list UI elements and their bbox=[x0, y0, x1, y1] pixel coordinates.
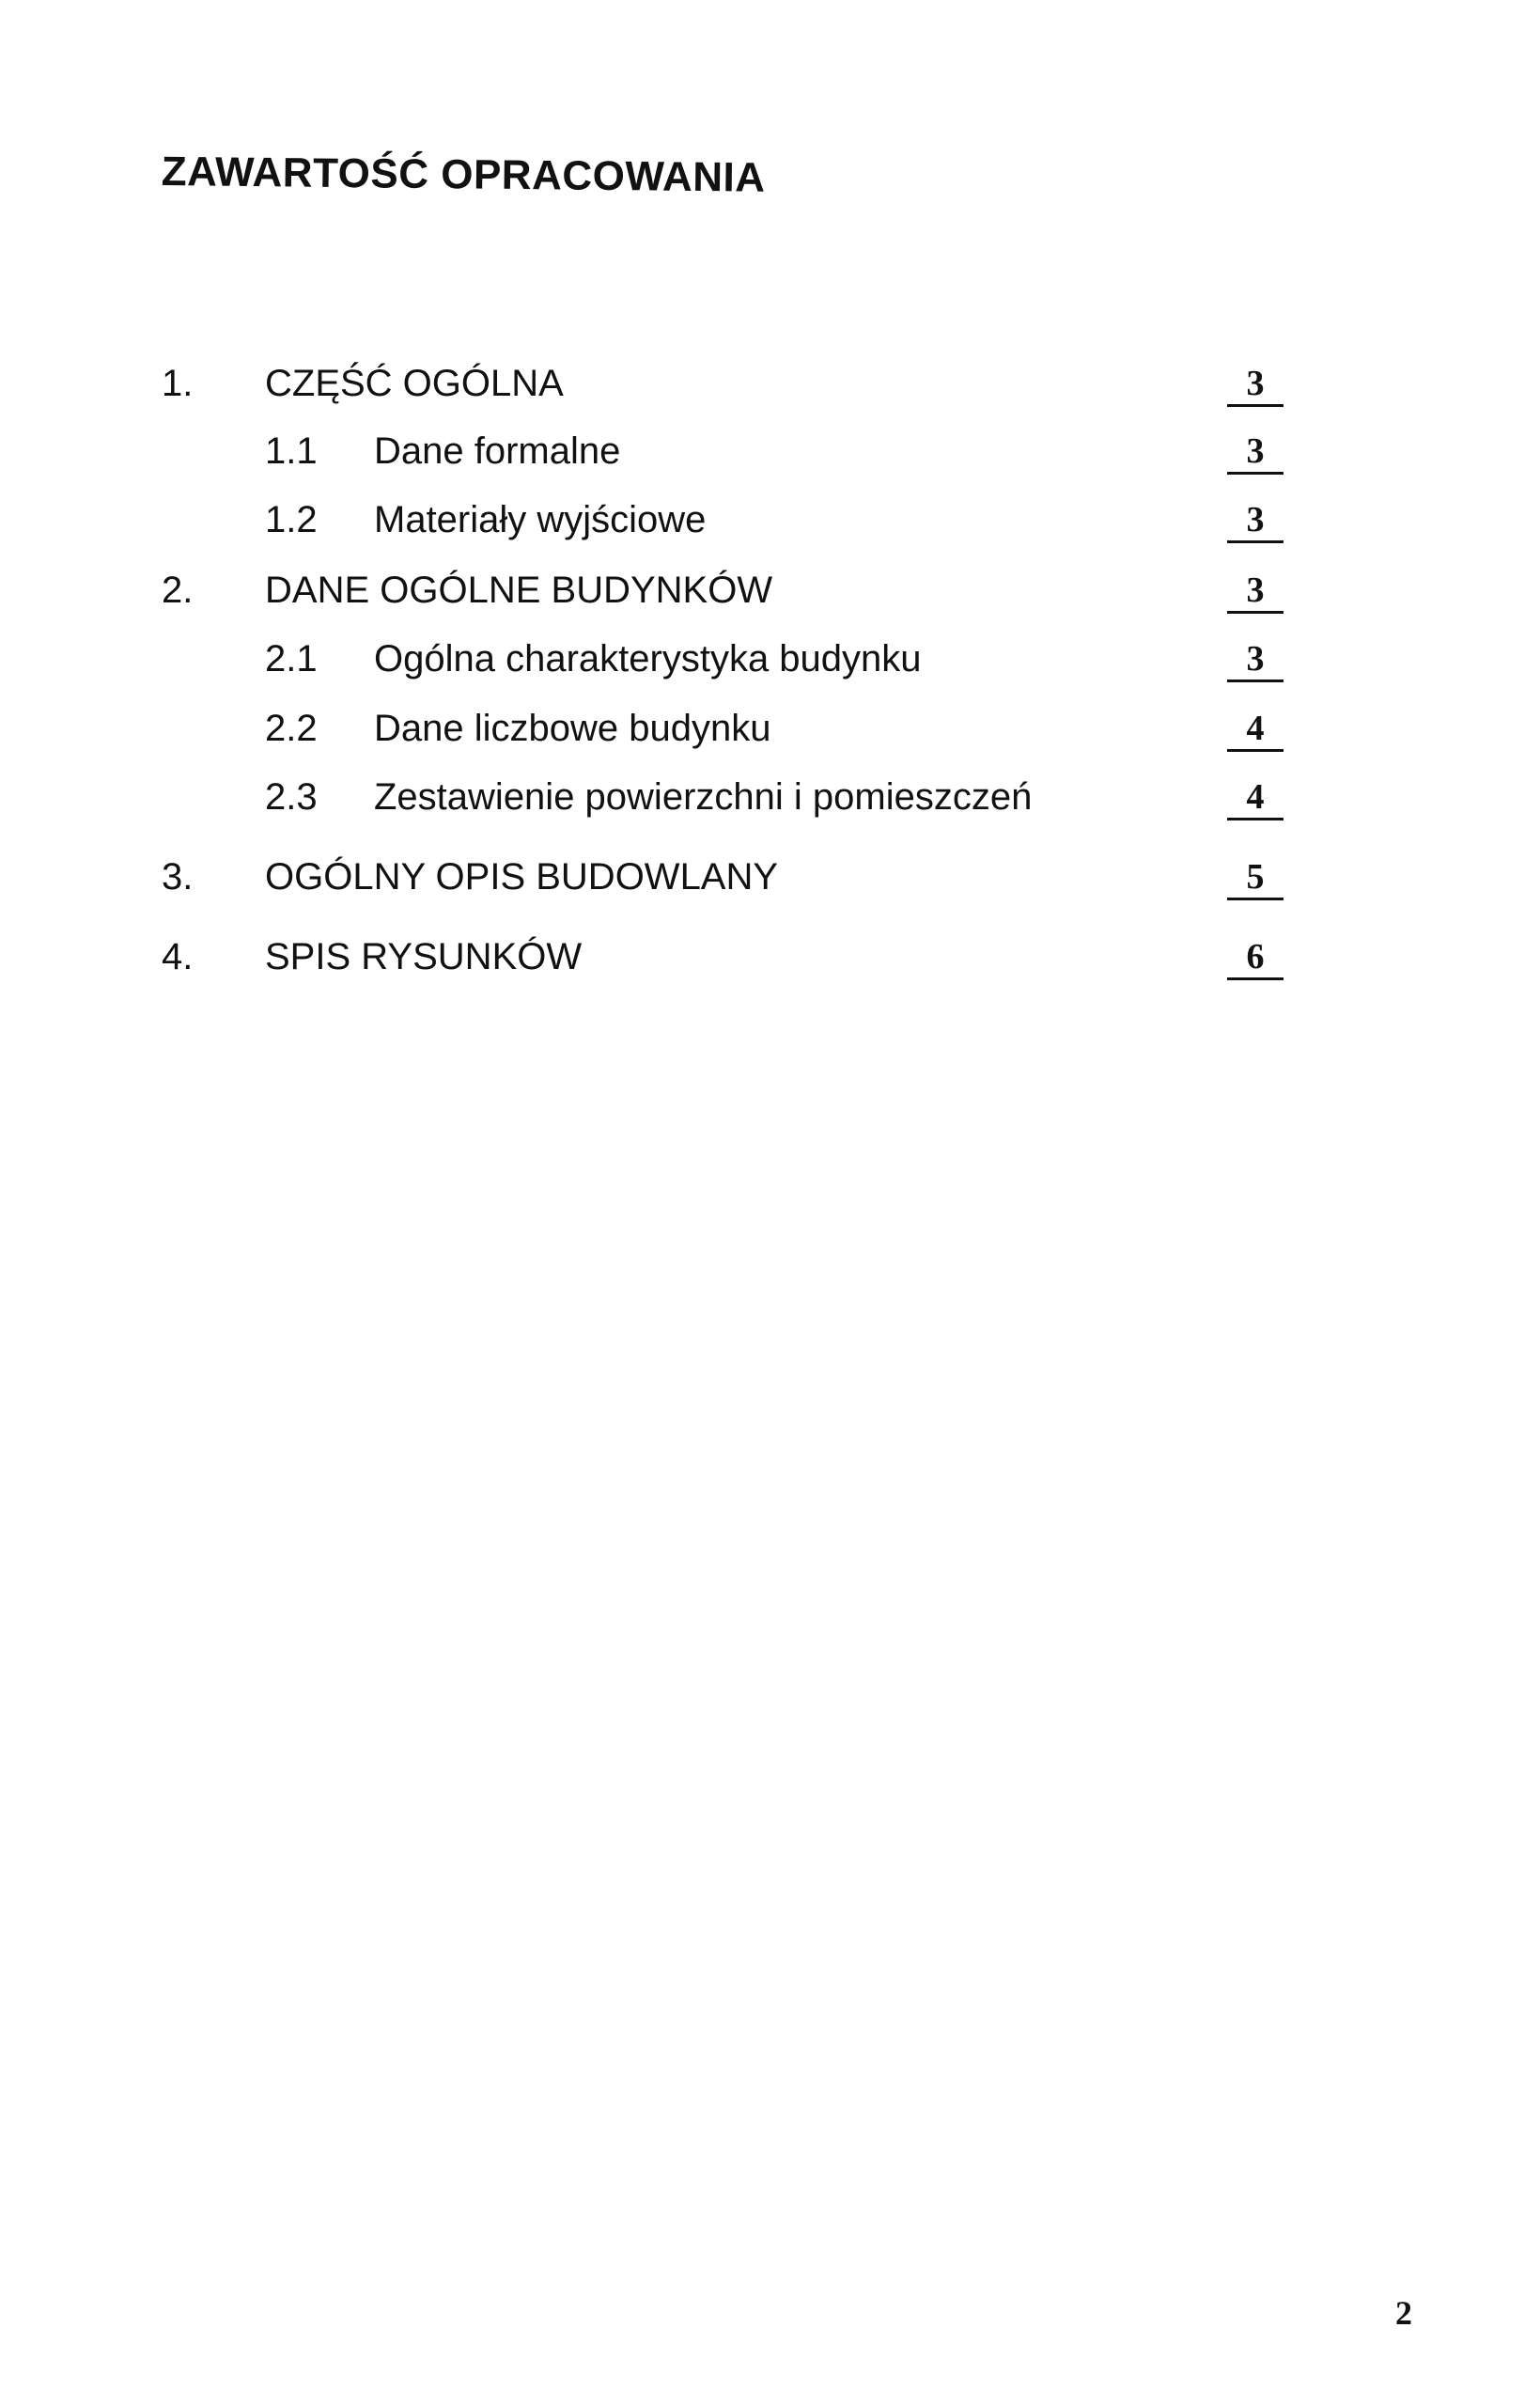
toc-entry-4 bbox=[0, 929, 1540, 985]
toc-entry-page: 4 bbox=[1227, 769, 1283, 820]
toc-entry-page: 5 bbox=[1227, 849, 1283, 900]
toc-entry-number: 2.1 bbox=[265, 638, 318, 680]
toc-entry-page: 3 bbox=[1227, 631, 1283, 682]
toc-entry-1-2 bbox=[0, 492, 1540, 548]
toc-entry-label: Ogólna charakterystyka budynku bbox=[374, 638, 922, 680]
toc-entry-number: 2.3 bbox=[265, 776, 318, 818]
toc-entry-number: 2. bbox=[162, 570, 194, 611]
toc-entry-number: 1.2 bbox=[265, 499, 318, 540]
toc-entry-label: Dane formalne bbox=[374, 430, 621, 472]
toc-entry-number: 1. bbox=[162, 363, 194, 404]
toc-entry-label: Materiały wyjściowe bbox=[374, 499, 707, 540]
page-number: 2 bbox=[1395, 2294, 1412, 2332]
toc-entry-page: 4 bbox=[1227, 700, 1283, 752]
toc-entry-label: DANE OGÓLNE BUDYNKÓW bbox=[265, 570, 773, 611]
toc-entry-3 bbox=[0, 849, 1540, 905]
document-title: ZAWARTOŚĆ OPRACOWANIA bbox=[161, 148, 766, 201]
toc-entry-2-2 bbox=[0, 700, 1540, 757]
toc-entry-number: 2.2 bbox=[265, 708, 318, 749]
toc-entry-label: Dane liczbowe budynku bbox=[374, 708, 771, 749]
toc-entry-page: 6 bbox=[1227, 929, 1283, 980]
toc-entry-number: 1.1 bbox=[265, 430, 318, 472]
toc-entry-page: 3 bbox=[1227, 355, 1283, 407]
toc-entry-1 bbox=[0, 355, 1540, 412]
toc-entry-label: CZĘŚĆ OGÓLNA bbox=[265, 363, 564, 404]
toc-entry-label: SPIS RYSUNKÓW bbox=[265, 936, 583, 977]
toc-entry-label: Zestawienie powierzchni i pomieszczeń bbox=[374, 776, 1033, 818]
toc-entry-number: 4. bbox=[162, 936, 194, 977]
toc-entry-page: 3 bbox=[1227, 562, 1283, 614]
toc-entry-1-1 bbox=[0, 423, 1540, 479]
toc-entry-page: 3 bbox=[1227, 423, 1283, 475]
toc-entry-number: 3. bbox=[162, 856, 194, 898]
toc-entry-2-3 bbox=[0, 769, 1540, 825]
toc-entry-label: OGÓLNY OPIS BUDOWLANY bbox=[265, 856, 779, 898]
toc-entry-2-1 bbox=[0, 631, 1540, 687]
toc-entry-page: 3 bbox=[1227, 492, 1283, 543]
toc-entry-2 bbox=[0, 562, 1540, 618]
